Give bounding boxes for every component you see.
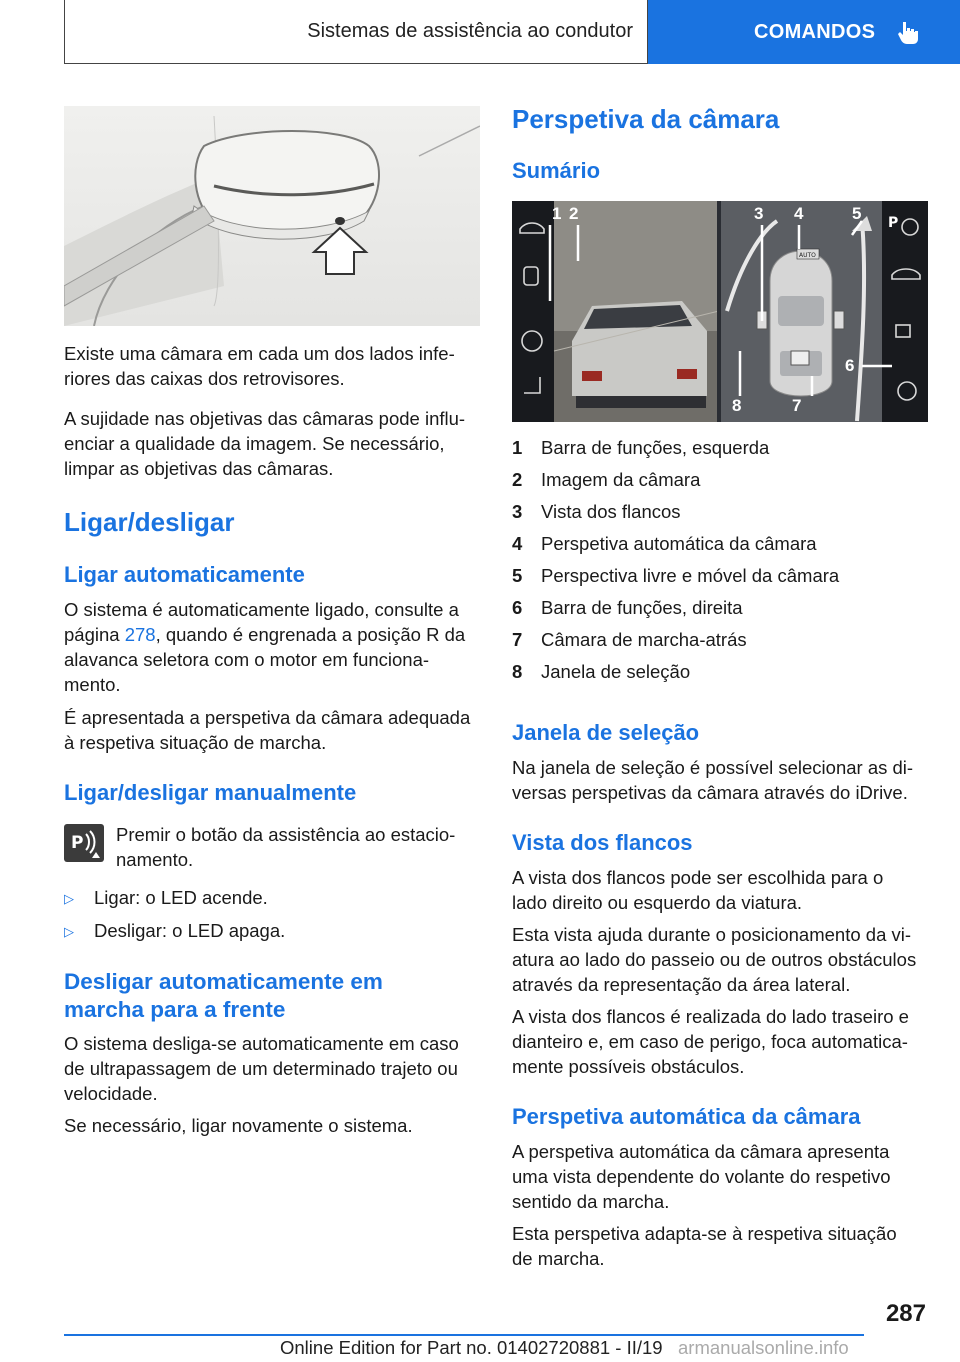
mirror-camera-illustration bbox=[64, 106, 480, 326]
paragraph-lens-dirt: A sujidade nas objetivas das câmaras pode influ- enciar a qualidade da imagem. Se necessário, limpar as objetivas das câmaras. bbox=[64, 408, 466, 479]
paragraph-auto-perspective: A perspetiva automática da câmara apresenta uma vista dependente do volante do respetivo sentido da marcha. bbox=[512, 1141, 891, 1212]
screen-label-4: 4 bbox=[794, 204, 804, 223]
paragraph-flank-view-choice: A vista dos flancos pode ser escolhida para o lado direito ou esquerdo da viatura. bbox=[512, 867, 884, 913]
heading-flank-view: Vista dos flancos bbox=[512, 830, 693, 855]
hand-pointer-icon bbox=[897, 20, 919, 44]
paragraph-perspective-shown: É apresentada a perspetiva da câmara adequada à respetiva situação de marcha. bbox=[64, 707, 471, 753]
screen-label-3: 3 bbox=[754, 204, 764, 223]
screen-label-1: 1 bbox=[552, 204, 562, 223]
paragraph-selection-window: Na janela de seleção é possível selecionar as di- versas perspetivas da câmara através do iDrive. bbox=[512, 757, 914, 803]
chapter-tab[interactable] bbox=[648, 0, 960, 64]
page-number: 287 bbox=[885, 1300, 926, 1327]
triangle-bullet-icon: ▷ bbox=[64, 924, 74, 939]
paragraph-camera-location: Existe uma câmara em cada um dos lados infe- riores das caixas dos retrovisores. bbox=[64, 343, 455, 389]
paragraph-flank-view-focus: A vista dos flancos é realizada do lado traseiro e dianteiro e, em caso de perigo, foca automatica- mente possíveis obstáculos. bbox=[512, 1006, 909, 1077]
park-assist-button-icon bbox=[64, 824, 104, 862]
camera-display-screenshot bbox=[512, 201, 928, 422]
heading-summary: Sumário bbox=[512, 158, 601, 183]
screen-label-2: 2 bbox=[569, 204, 579, 223]
paragraph-turn-on-again: Se necessário, ligar novamente o sistema. bbox=[64, 1115, 413, 1136]
svg-text:P: P bbox=[71, 833, 84, 853]
screen-label-7: 7 bbox=[792, 396, 802, 415]
heading-selection-window: Janela de seleção bbox=[512, 720, 700, 745]
footer-edition: Online Edition for Part no. 01402720881 - II/19 bbox=[280, 1337, 663, 1358]
heading-manual: Ligar/desligar manualmente bbox=[64, 780, 357, 805]
heading-on-off: Ligar/desligar bbox=[64, 507, 235, 537]
page-link-278[interactable]: 278 bbox=[124, 624, 156, 645]
screen-auto-label: AUTO bbox=[799, 252, 816, 259]
paragraph-flank-view-help: Esta vista ajuda durante o posicionamento da vi- atura ao lado do passeio ou de outros obstáculos através da representação da área lateral. bbox=[512, 924, 917, 995]
paragraph-auto-perspective-adapt: Esta perspetiva adapta-se à respetiva situação de marcha. bbox=[512, 1223, 897, 1269]
paragraph-auto-off: O sistema desliga-se automaticamente em caso de ultrapassagem de um determinado trajeto ou velocidade. bbox=[64, 1033, 459, 1104]
section-title: Sistemas de assistência ao condutor bbox=[64, 0, 648, 64]
paragraph-auto-on: O sistema é automaticamente ligado, consulte a página 278, quando é engrenada a posição R da alavanca seletora com o motor em funciona- mento. bbox=[64, 599, 466, 695]
footer-divider bbox=[64, 1334, 864, 1336]
heading-auto-perspective: Perspetiva automática da câmara bbox=[512, 1104, 861, 1129]
footer-watermark: armanualsonline.info bbox=[678, 1337, 849, 1358]
screen-label-8: 8 bbox=[732, 396, 742, 415]
paragraph-press-button: Premir o botão da assistência ao estacio- namento. bbox=[116, 824, 456, 870]
heading-auto-on: Ligar automaticamente bbox=[64, 562, 305, 587]
heading-auto-off: Desligar automaticamente em marcha para a frente bbox=[64, 969, 383, 1022]
screen-label-5: 5 bbox=[852, 204, 862, 223]
heading-camera-perspective: Perspetiva da câmara bbox=[512, 104, 780, 134]
page-header bbox=[64, 0, 960, 66]
triangle-bullet-icon: ▷ bbox=[64, 891, 74, 906]
screen-label-6: 6 bbox=[845, 356, 855, 375]
svg-text:P: P bbox=[888, 215, 899, 231]
chapter-label: COMANDOS bbox=[754, 20, 876, 43]
